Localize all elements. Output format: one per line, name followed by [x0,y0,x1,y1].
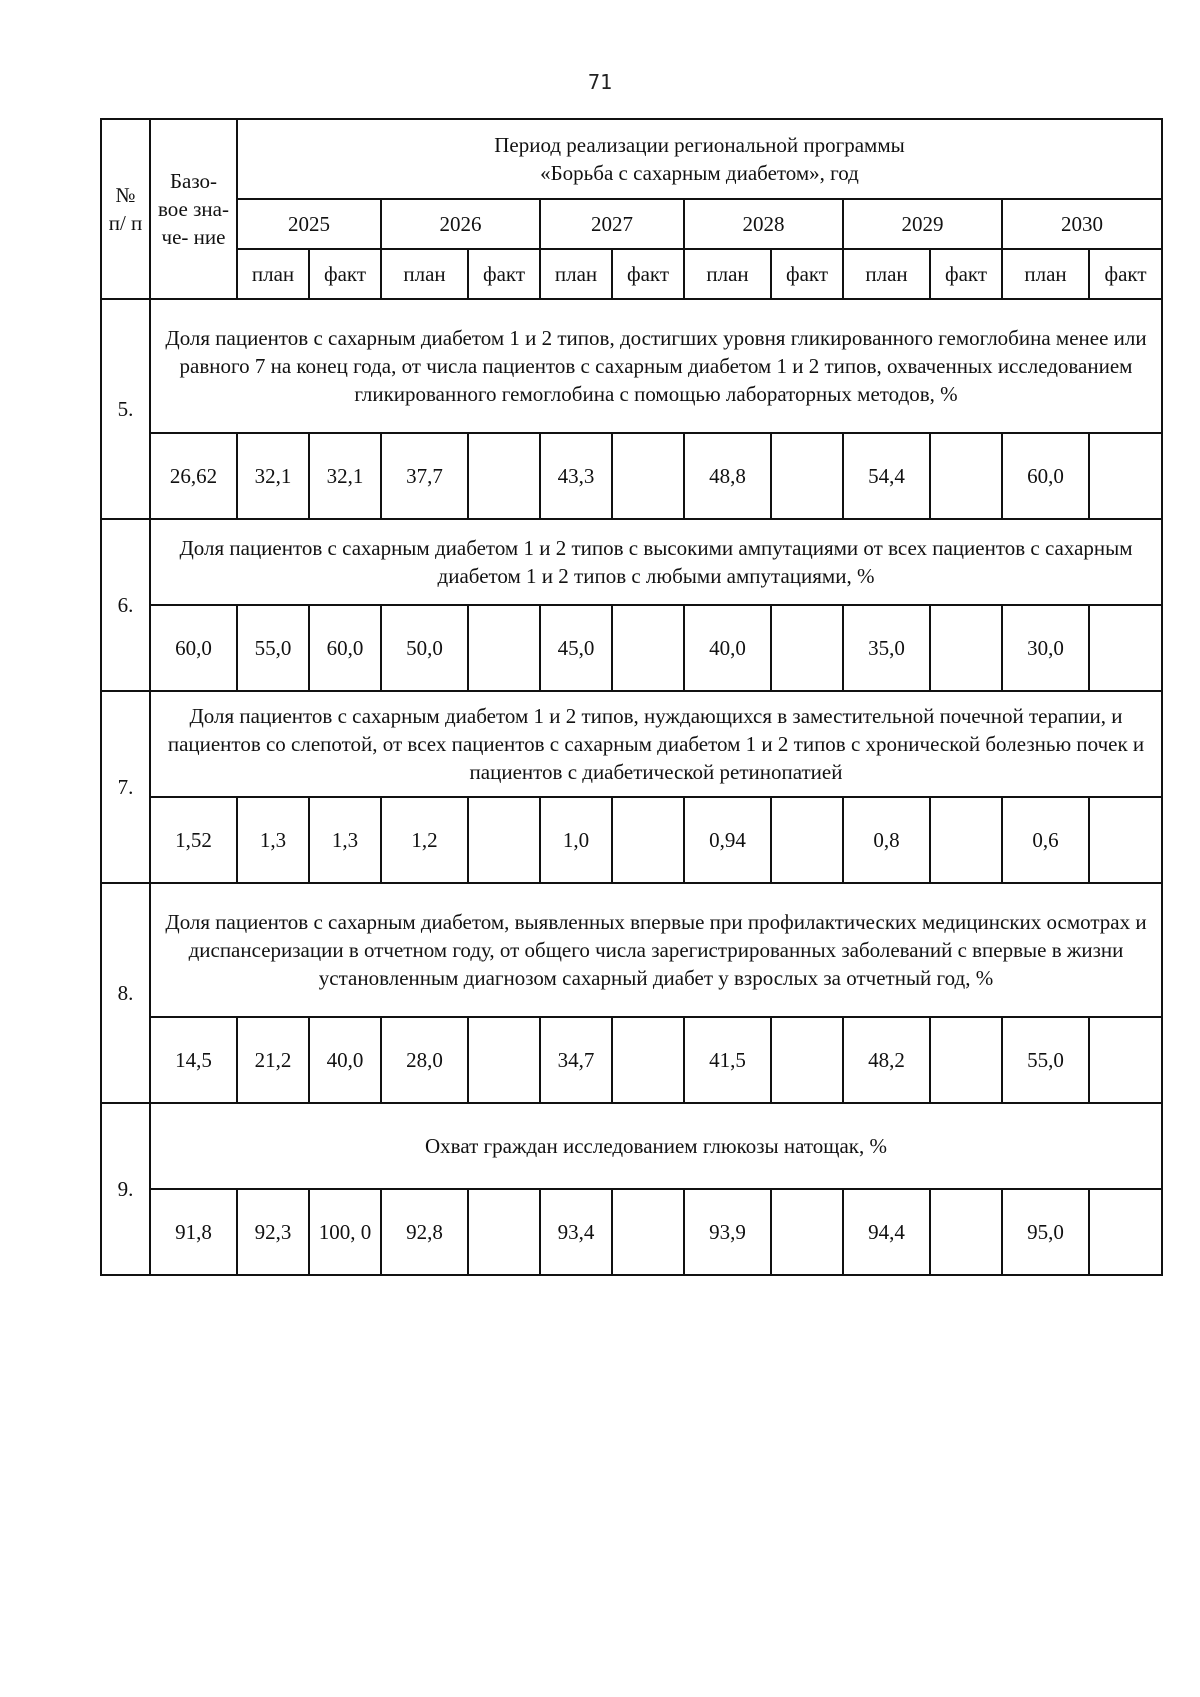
value-cell: 55,0 [1002,1017,1089,1103]
value-cell [612,1189,684,1275]
header-fact: факт [612,249,684,299]
base-value-cell: 14,5 [150,1017,237,1103]
value-cell [1089,1189,1162,1275]
value-cell [930,1189,1002,1275]
value-cell [1089,1017,1162,1103]
value-cell: 50,0 [381,605,468,691]
value-cell [468,1189,540,1275]
value-cell: 43,3 [540,433,612,519]
value-cell [771,433,843,519]
row-number: 8. [101,883,150,1103]
value-cell: 92,8 [381,1189,468,1275]
value-cell: 41,5 [684,1017,771,1103]
value-cell: 95,0 [1002,1189,1089,1275]
value-cell: 92,3 [237,1189,309,1275]
header-plan: план [684,249,771,299]
value-cell [468,605,540,691]
year-2027: 2027 [540,199,684,249]
year-2030: 2030 [1002,199,1162,249]
value-cell: 1,2 [381,797,468,883]
value-cell [612,797,684,883]
value-cell: 30,0 [1002,605,1089,691]
row-number: 7. [101,691,150,883]
indicator-description-row [101,1103,1162,1189]
base-value-cell: 91,8 [150,1189,237,1275]
year-2026: 2026 [381,199,540,249]
value-cell [1089,797,1162,883]
value-cell: 40,0 [684,605,771,691]
header-fact: факт [309,249,381,299]
header-plan: план [540,249,612,299]
value-cell: 1,3 [309,797,381,883]
value-cell: 93,9 [684,1189,771,1275]
indicators-table [100,118,1163,1276]
year-2025: 2025 [237,199,381,249]
value-cell [771,797,843,883]
period-title: Период реализации региональной программы [494,133,905,157]
value-cell: 54,4 [843,433,930,519]
value-cell: 1,3 [237,797,309,883]
value-cell: 32,1 [237,433,309,519]
row-number: 5. [101,299,150,519]
indicator-values-row [101,1189,1162,1275]
value-cell [612,1017,684,1103]
header-plan: план [237,249,309,299]
base-value-cell: 60,0 [150,605,237,691]
value-cell [468,433,540,519]
value-cell: 60,0 [1002,433,1089,519]
year-2028: 2028 [684,199,843,249]
value-cell [1089,433,1162,519]
indicator-values-row [101,797,1162,883]
value-cell [930,605,1002,691]
header-fact: факт [468,249,540,299]
indicator-description: Доля пациентов с сахарным диабетом, выявленных впервые при профилактических медицинских осмотрах и диспансеризации в отчетном году, от общего числа зарегистрированных заболеваний с впервые в жизни установленным диагнозом сахарный диабет у взрослых за отчетный год, % [150,883,1162,1017]
indicator-description: Охват граждан исследованием глюкозы натощак, % [150,1103,1162,1189]
value-cell: 1,0 [540,797,612,883]
header-period [237,119,1162,199]
indicator-values-row [101,605,1162,691]
value-cell: 45,0 [540,605,612,691]
indicator-values-row [101,433,1162,519]
value-cell: 21,2 [237,1017,309,1103]
period-subtitle: «Борьба с сахарным диабетом», год [540,161,859,185]
header-num-col: № п/ п [101,119,150,299]
header-fact: факт [930,249,1002,299]
value-cell [612,433,684,519]
indicator-description-row [101,883,1162,1017]
header-plan: план [381,249,468,299]
value-cell: 48,8 [684,433,771,519]
indicator-description: Доля пациентов с сахарным диабетом 1 и 2 типов с высокими ампутациями от всех пациентов с сахарным диабетом 1 и 2 типов с любыми ампутациями, % [150,519,1162,605]
value-cell [771,1189,843,1275]
value-cell: 0,8 [843,797,930,883]
indicator-description-row [101,299,1162,433]
value-cell [930,433,1002,519]
indicator-description: Доля пациентов с сахарным диабетом 1 и 2 типов, нуждающихся в заместительной почечной терапии, и пациентов со слепотой, от всех пациентов с сахарным диабетом 1 и 2 типов с хронической болезнью почек и пациентов с диабетической ретинопатией [150,691,1162,797]
header-plan: план [843,249,930,299]
header-plan: план [1002,249,1089,299]
indicator-description-row [101,691,1162,797]
value-cell: 94,4 [843,1189,930,1275]
value-cell: 28,0 [381,1017,468,1103]
value-cell [930,797,1002,883]
indicator-description-row [101,519,1162,605]
header-base-col: Базо- вое зна- че- ние [150,119,237,299]
value-cell: 35,0 [843,605,930,691]
value-cell [771,1017,843,1103]
value-cell: 40,0 [309,1017,381,1103]
value-cell [468,1017,540,1103]
value-cell: 34,7 [540,1017,612,1103]
base-value-cell: 26,62 [150,433,237,519]
value-cell [1089,605,1162,691]
value-cell: 100, 0 [309,1189,381,1275]
value-cell [612,605,684,691]
page-number: 71 [587,70,613,94]
value-cell: 48,2 [843,1017,930,1103]
year-2029: 2029 [843,199,1002,249]
value-cell: 60,0 [309,605,381,691]
value-cell: 0,6 [1002,797,1089,883]
value-cell: 93,4 [540,1189,612,1275]
indicator-description: Доля пациентов с сахарным диабетом 1 и 2 типов, достигших уровня гликированного гемоглобина менее или равного 7 на конец года, от числа пациентов с сахарным диабетом 1 и 2 типов, охваченных исследованием гликированного гемоглобина с помощью лабораторных методов, % [150,299,1162,433]
row-number: 9. [101,1103,150,1275]
value-cell: 0,94 [684,797,771,883]
value-cell: 32,1 [309,433,381,519]
value-cell [468,797,540,883]
indicator-values-row [101,1017,1162,1103]
header-fact: факт [1089,249,1162,299]
header-fact: факт [771,249,843,299]
value-cell [930,1017,1002,1103]
base-value-cell: 1,52 [150,797,237,883]
value-cell: 55,0 [237,605,309,691]
row-number: 6. [101,519,150,691]
value-cell [771,605,843,691]
value-cell: 37,7 [381,433,468,519]
